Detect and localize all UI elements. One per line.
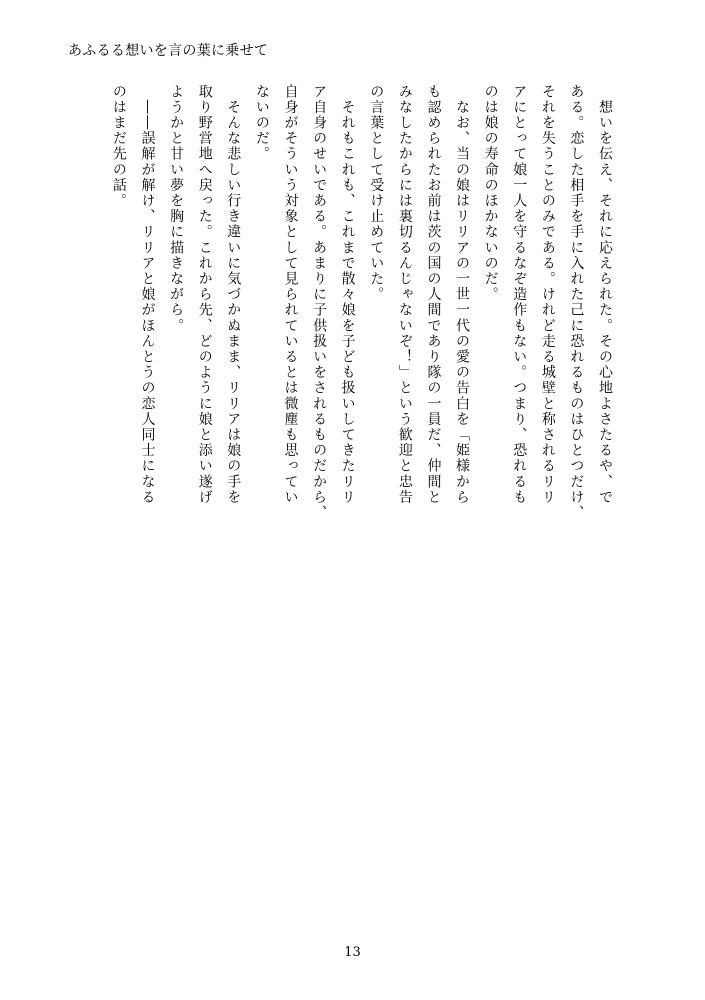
text-line: アにとって娘一人を守るなぞ造作もない。つまり、恐れるも (511, 84, 528, 506)
text-line: ないのだ。 (253, 84, 270, 162)
text-line: それもこれも、これまで散々娘を子ども扱いしてきたリリ (339, 84, 356, 506)
text-line: なお、当の娘はリリアの一世一代の愛の告白を「姫様から (454, 84, 471, 506)
text-line: ――誤解が解け、リリアと娘がほんとうの恋人同士になる (139, 84, 156, 506)
body-text (79, 84, 619, 521)
text-line: それを失うことのみである。けれど走る城壁と称されるリリ (539, 84, 556, 506)
running-header: あふるる想いを言の葉に乗せて (68, 43, 269, 59)
text-line: 取り野営地へ戻った。これから先、どのように娘と添い遂げ (196, 84, 213, 506)
text-line: ようかと甘い夢を胸に描きながら。 (168, 84, 185, 334)
text-line: の言葉として受け止めていた。 (368, 84, 385, 303)
text-line: 想いを伝え、それに応えられた。その心地よさたるや、で (597, 84, 613, 506)
text-line: みなしたからには裏切るんじゃないぞ！」という歓迎と忠告 (396, 84, 413, 506)
text-line: のは娘の寿命のほかないのだ。 (482, 84, 499, 303)
text-line: ある。恋した相手を手に入れた己に恐れるものはひとつだけ、 (568, 84, 585, 521)
text-line: 自身がそういう対象として見られているとは微塵も思ってい (282, 84, 299, 506)
text-line: も認められたお前は茨の国の人間であり隊の一員だ、仲間と (425, 84, 442, 506)
page-number: 13 (344, 945, 361, 960)
text-line: そんな悲しい行き違いに気づかぬまま、リリアは娘の手を (225, 84, 242, 506)
text-line: ア自身のせいである。あまりに子供扱いをされるものだから、 (311, 84, 328, 521)
text-line: のはまだ先の話。 (110, 84, 127, 209)
